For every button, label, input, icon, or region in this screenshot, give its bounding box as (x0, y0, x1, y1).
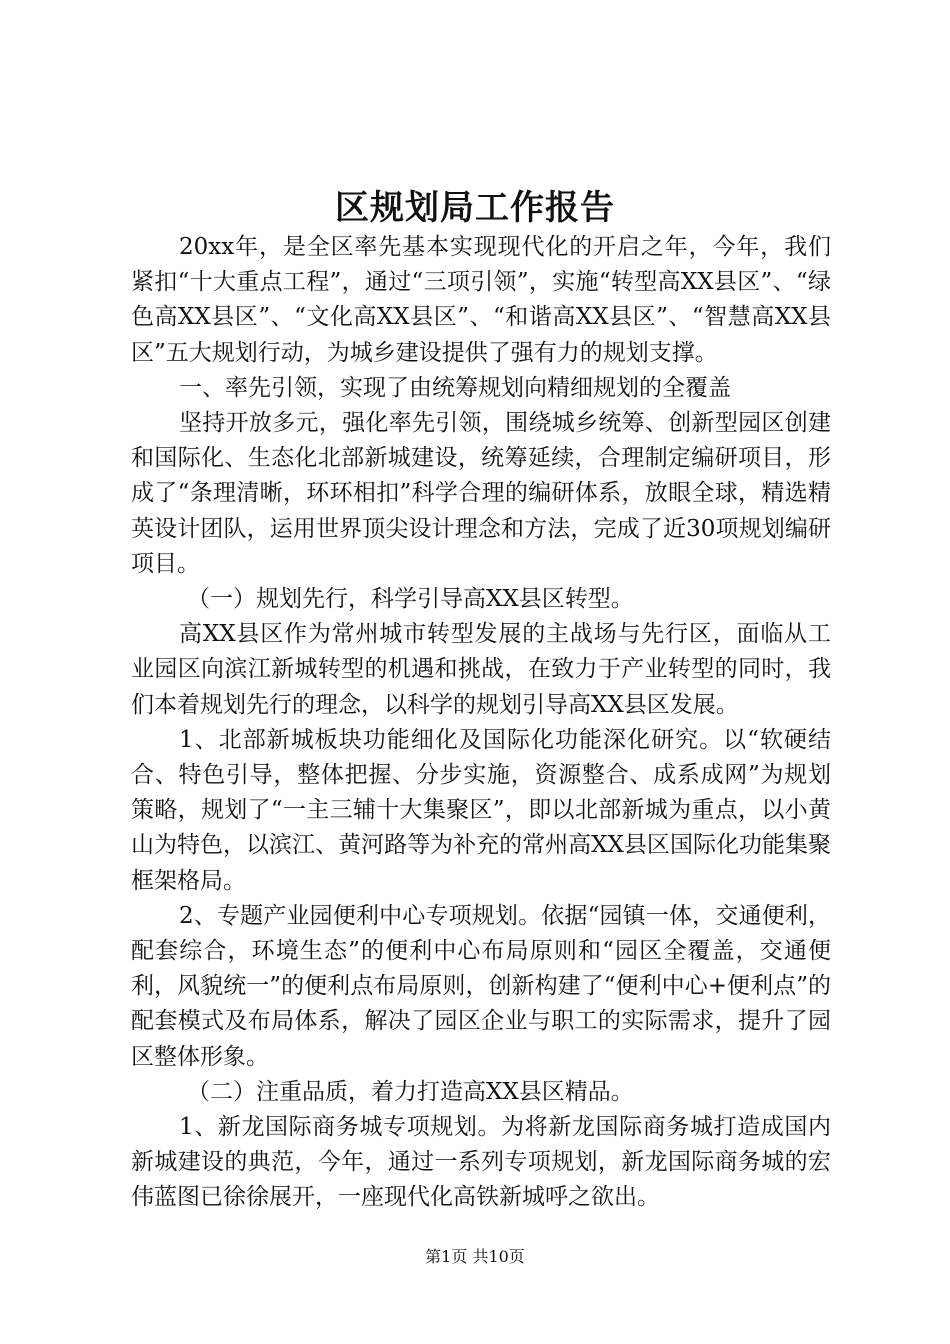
subsection-heading-1: （一）规划先行，科学引导高XX县区转型。 (187, 586, 634, 613)
paragraph-item-2: 2、专题产业园便利中心专项规划。依据“园镇一体，交通便利，配套综合，环境生态”的便利中心布局原则和“园区全覆盖，交通便利，风貌统一”的便利点布局原则，创新构建了“便利中心+便利点”的配套模式及布局体系，解决了园区企业与职工的实际需求，提升了园区整体形象。 (131, 902, 831, 1070)
paragraph-section-1: 坚持开放多元，强化率先引领，围绕城乡统筹、创新型园区创建和国际化、生态化北部新城建设，统筹延续，合理制定编研项目，形成了“条理清晰，环环相扣”科学合理的编研体系，放眼全球，精选精英设计团队，运用世界顶尖设计理念和方法，完成了近30项规划编研项目。 (131, 410, 831, 577)
subsection-heading-2: （二）注重品质，着力打造高XX县区精品。 (187, 1078, 634, 1105)
page-number-footer: 第1页 共10页 (425, 1247, 525, 1266)
paragraph-intro: 20xx年，是全区率先基本实现现代化的开启之年，今年，我们紧扣“十大重点工程”，通过“三项引领”，实施“转型高XX县区”、“绿色高XX县区”、“文化高XX县区”、“和谐高XX县区”、“智慧高XX县区”五大规划行动，为城乡建设提供了强有力的规划支撑。 (131, 234, 831, 366)
paragraph-item-3: 1、新龙国际商务城专项规划。为将新龙国际商务城打造成国内新城建设的典范，今年，通过一系列专项规划，新龙国际商务城的宏伟蓝图已徐徐展开，一座现代化高铁新城呼之欲出。 (131, 1114, 831, 1211)
section-heading-1: 一、率先引领，实现了由统筹规划向精细规划的全覆盖 (179, 374, 731, 401)
document-title: 区规划局工作报告 (335, 188, 615, 228)
document-body (131, 230, 831, 1216)
paragraph-item-1: 1、北部新城板块功能细化及国际化功能深化研究。以“软硬结合、特色引导，整体把握、分步实施，资源整合、成系成网”为规划策略，规划了“一主三辅十大集聚区”，即以北部新城为重点，以小黄山为特色，以滨江、黄河路等为补充的常州高XX县区国际化功能集聚框架格局。 (131, 726, 831, 894)
paragraph-subsection-1: 高XX县区作为常州城市转型发展的主战场与先行区，面临从工业园区向滨江新城转型的机遇和挑战，在致力于产业转型的同时，我们本着规划先行的理念，以科学的规划引导高XX县区发展。 (131, 621, 831, 718)
